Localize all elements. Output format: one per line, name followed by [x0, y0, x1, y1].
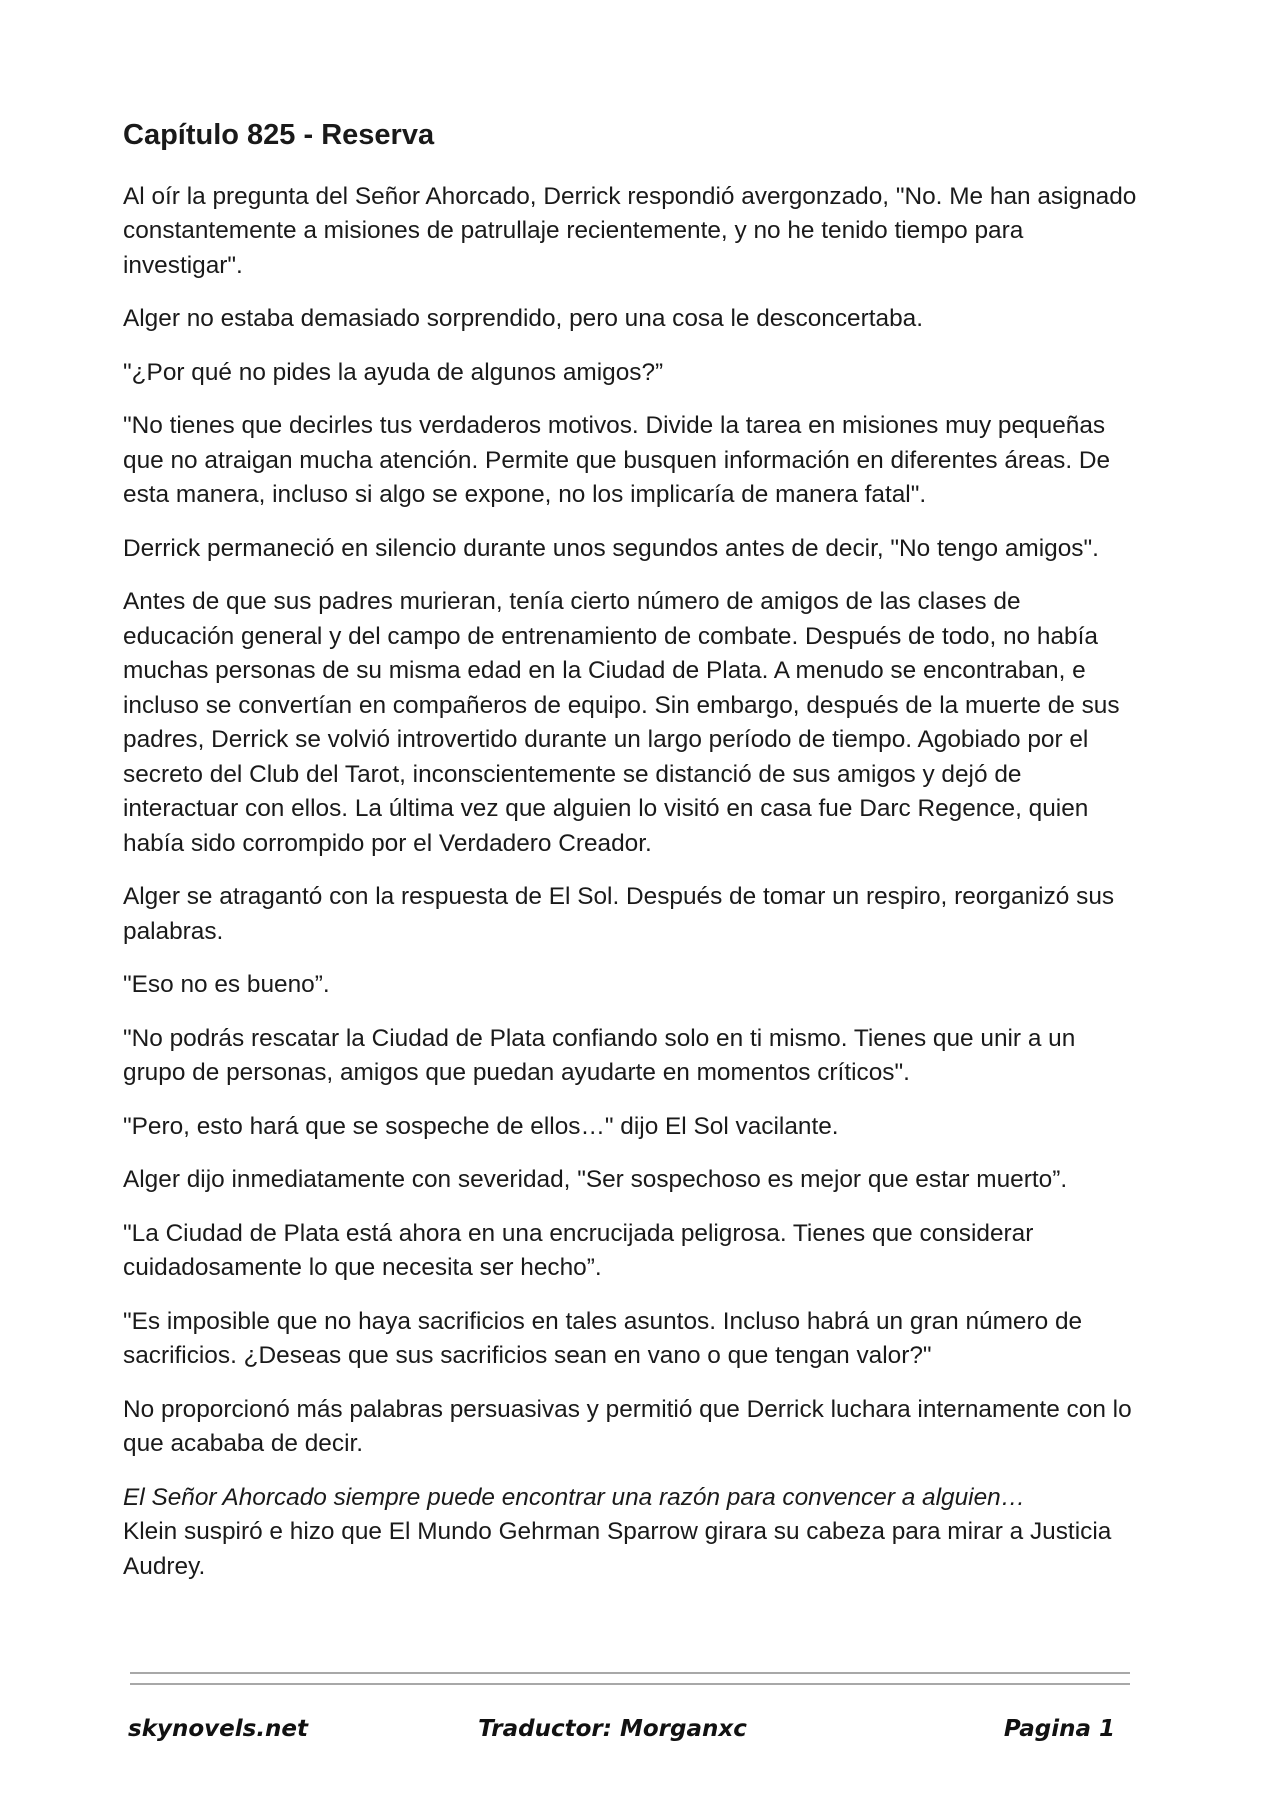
paragraph: "No podrás rescatar la Ciudad de Plata confiando solo en ti mismo. Tienes que unir a un grupo de personas, amigos que puedan ayudarte en momentos críticos". — [123, 1024, 1076, 1087]
paragraph: "Pero, esto hará que se sospeche de ellos…" dijo El Sol vacilante. — [123, 1112, 839, 1140]
chapter-title: Capítulo 825 - Reserva — [123, 119, 435, 151]
paragraph: "Eso no es bueno”. — [123, 971, 330, 999]
footer-divider — [130, 1672, 1130, 1674]
paragraph: "La Ciudad de Plata está ahora en una encrucijada peligrosa. Tienes que considerar cuidadosamente lo que necesita ser hecho”. — [123, 1219, 1034, 1282]
paragraph: No proporcionó más palabras persuasivas y permitió que Derrick luchara internamente con lo que acababa de decir. — [123, 1395, 1132, 1458]
footer-page-number: Pagina 1 — [1003, 1716, 1115, 1742]
paragraph: "No tienes que decirles tus verdaderos motivos. Divide la tarea en misiones muy pequeñas que no atraigan mucha atención. Permite que busquen información en diferentes áreas. De esta manera, incluso si algo se expone, no los implicaría de manera fatal". — [123, 412, 1111, 509]
italic-thought: El Señor Ahorcado siempre puede encontrar una razón para convencer a alguien… — [123, 1483, 1026, 1511]
chapter-content — [123, 118, 1138, 1603]
last-paragraph — [123, 1481, 1138, 1585]
paragraph: Alger se atragantó con la respuesta de El Sol. Después de tomar un respiro, reorganizó sus palabras. — [123, 883, 1115, 945]
footer-translator: Traductor: Morganxc — [478, 1716, 747, 1742]
paragraph: Al oír la pregunta del Señor Ahorcado, Derrick respondió avergonzado, "No. Me han asignado constantemente a misiones de patrullaje recientemente, y no he tenido tiempo para investigar". — [123, 182, 1137, 279]
paragraph: Derrick permaneció en silencio durante unos segundos antes de decir, "No tengo amigos". — [123, 534, 1099, 562]
paragraph: Antes de que sus padres murieran, tenía cierto número de amigos de las clases de educación general y del campo de entrenamiento de combate. Después de todo, no había muchas personas de su misma edad en la Ciudad de Plata. A menudo se encontraban, e incluso se convertían en compañeros de equipo. Sin embargo, después de la muerte de sus padres, Derrick se volvió introvertido durante un largo período de tiempo. Agobiado por el secreto del Club del Tarot, inconscientemente se distanció de sus amigos y dejó de interactuar con ellos. La última vez que alguien lo visitó en casa fue Darc Regence, quien había sido corrompido por el Verdadero Creador. — [123, 588, 1120, 857]
paragraph: Alger dijo inmediatamente con severidad, "Ser sospechoso es mejor que estar muerto”. — [123, 1166, 1068, 1194]
paragraph: "Es imposible que no haya sacrificios en tales asuntos. Incluso habrá un gran número de sacrificios. ¿Deseas que sus sacrificios sean en vano o que tengan valor?" — [123, 1307, 1083, 1370]
narration: Klein suspiró e hizo que El Mundo Gehrman Sparrow girara su cabeza para mirar a Justicia Audrey. — [123, 1518, 1112, 1580]
footer-divider — [130, 1683, 1130, 1685]
paragraph: "¿Por qué no pides la ayuda de algunos amigos?” — [123, 358, 664, 386]
paragraph: Alger no estaba demasiado sorprendido, pero una cosa le desconcertaba. — [123, 305, 923, 333]
footer-site: skynovels.net — [128, 1716, 309, 1742]
